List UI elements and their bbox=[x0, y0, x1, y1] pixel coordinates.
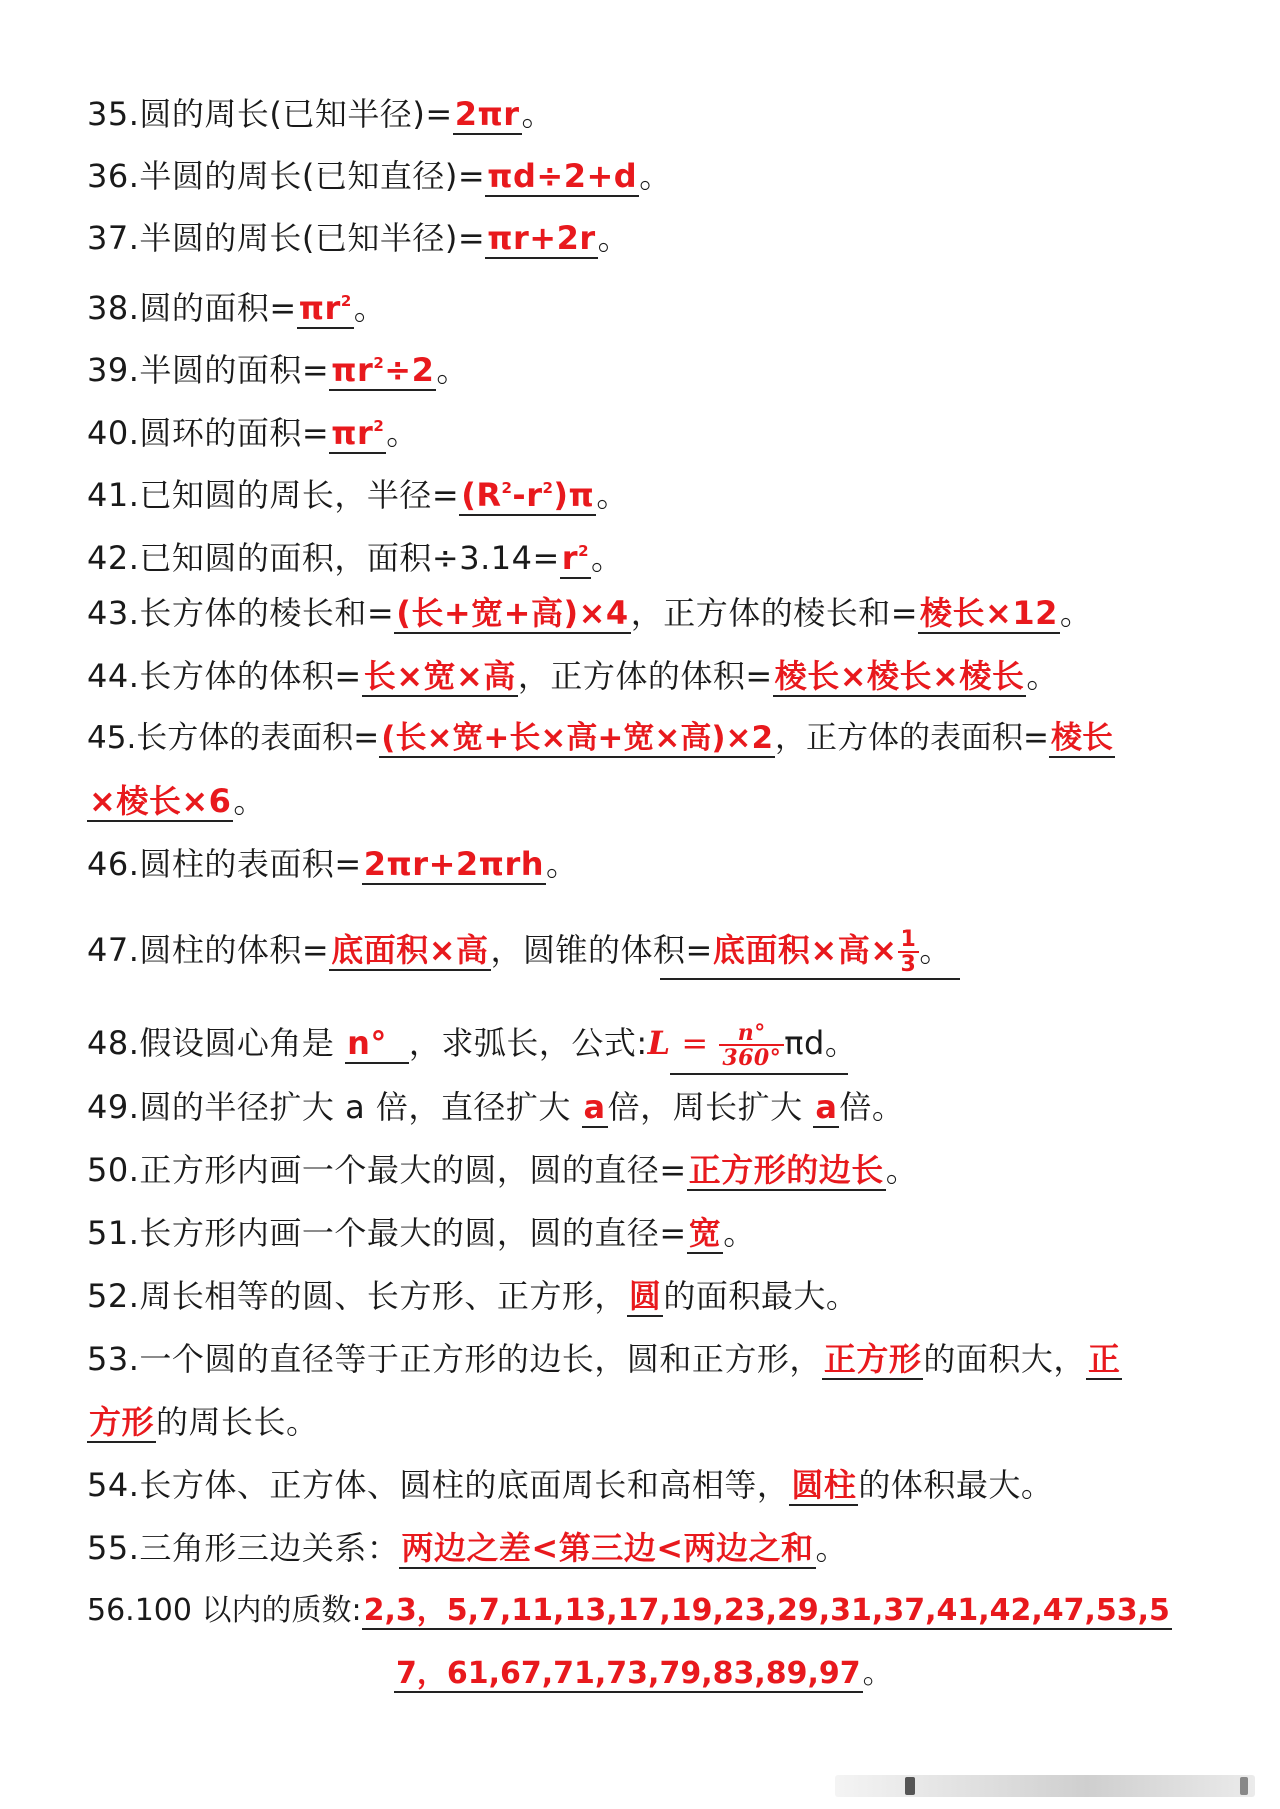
answer-text: ÷2 bbox=[384, 351, 435, 389]
fraction-one-third bbox=[898, 926, 920, 977]
fraction-denominator: 360° bbox=[719, 1044, 784, 1069]
line-text: 44.长方体的体积= bbox=[87, 657, 362, 695]
fraction-arc bbox=[719, 1019, 784, 1071]
answer: 棱长×12 bbox=[920, 594, 1058, 632]
answer-text: πr bbox=[331, 351, 374, 389]
answer: 圆柱 bbox=[791, 1466, 857, 1504]
answer: 两边之差<第三边<两边之和 bbox=[401, 1529, 814, 1567]
fraction-numerator: 1 bbox=[900, 926, 917, 952]
answer: a bbox=[815, 1088, 838, 1126]
line-text: 。 bbox=[597, 219, 631, 257]
formula-line-43 bbox=[87, 591, 1224, 635]
answer: 圆 bbox=[628, 1277, 662, 1315]
formula-line-53 bbox=[87, 1337, 1224, 1381]
line-text: ，正方体的表面积= bbox=[775, 720, 1050, 756]
answer-text: (R bbox=[461, 476, 502, 514]
answer: 正 bbox=[1087, 1340, 1121, 1378]
answer: 长×宽×高 bbox=[363, 657, 516, 695]
line-text: 。 bbox=[353, 289, 387, 327]
formula-line-42 bbox=[87, 529, 1224, 580]
formula-line-50 bbox=[87, 1148, 1224, 1192]
line-text: 。 bbox=[386, 414, 419, 452]
line-text: 49.圆的半径扩大 a 倍，直径扩大 bbox=[87, 1088, 571, 1126]
formula-line-44 bbox=[87, 654, 1224, 698]
line-text: 45.长方体的表面积= bbox=[87, 720, 380, 756]
superscript: 2 bbox=[373, 354, 385, 372]
fraction-denominator: 3 bbox=[898, 951, 920, 976]
line-text: 39.半圆的面积= bbox=[87, 351, 330, 389]
line-text: 51.长方形内画一个最大的圆，圆的直径= bbox=[87, 1214, 687, 1252]
formula-line-54 bbox=[87, 1463, 1224, 1507]
superscript: 2 bbox=[578, 542, 589, 560]
line-text: ，求弧长，公式: bbox=[408, 1024, 648, 1062]
answer: (长×宽+长×高+宽×高)×2 bbox=[381, 720, 774, 756]
answer bbox=[329, 351, 436, 391]
underline-rule bbox=[670, 1073, 848, 1075]
horizontal-scrollbar[interactable] bbox=[835, 1775, 1255, 1797]
formula-line-45-cont bbox=[87, 779, 1224, 823]
answer: 正方形 bbox=[823, 1340, 922, 1378]
answer: 正方形的边长 bbox=[688, 1151, 884, 1189]
line-text: 倍，周长扩大 bbox=[607, 1088, 803, 1126]
line-text: 。 bbox=[723, 1214, 756, 1252]
answer bbox=[560, 539, 591, 579]
answer bbox=[297, 289, 354, 329]
line-text: 。 bbox=[639, 157, 672, 195]
formula-line-39 bbox=[87, 341, 1224, 392]
line-text: 。 bbox=[1026, 657, 1059, 695]
formula-line-36 bbox=[87, 154, 1224, 198]
line-text: 38.圆的面积= bbox=[87, 289, 297, 327]
line-text: 47.圆柱的体积= bbox=[87, 931, 330, 969]
line-text: 的面积大， bbox=[923, 1340, 1086, 1378]
answer bbox=[459, 476, 596, 516]
formula-line-56 bbox=[87, 1589, 1224, 1633]
line-text: 52.周长相等的圆、长方形、正方形， bbox=[87, 1277, 627, 1315]
answer-text: r bbox=[561, 539, 579, 577]
formula-line-48 bbox=[87, 1014, 1224, 1072]
line-text: 倍。 bbox=[839, 1088, 905, 1126]
line-text: 的面积最大。 bbox=[663, 1277, 859, 1315]
formula-line-51 bbox=[87, 1211, 1224, 1255]
answer: (长+宽+高)×4 bbox=[396, 594, 629, 632]
answer: πd÷2+d bbox=[487, 157, 638, 195]
answer-text: πr bbox=[298, 289, 341, 327]
line-text: 46.圆柱的表面积= bbox=[87, 845, 362, 883]
answer: 棱长×棱长×棱长 bbox=[774, 657, 1025, 695]
formula-line-53-cont bbox=[87, 1400, 1224, 1444]
formula-line-55 bbox=[87, 1526, 1224, 1570]
formula-line-35 bbox=[87, 92, 1224, 136]
superscript: 2 bbox=[501, 479, 513, 497]
fraction-numerator: n° bbox=[737, 1019, 766, 1046]
answer: 2πr+2πrh bbox=[363, 845, 545, 883]
formula-line-47 bbox=[87, 922, 1224, 978]
line-text: 。 bbox=[233, 782, 266, 820]
line-text: 。 bbox=[596, 476, 629, 514]
formula-equals: = bbox=[681, 1024, 709, 1062]
formula-line-38 bbox=[87, 279, 1224, 330]
line-text: 36.半圆的周长(已知直径)= bbox=[87, 157, 486, 195]
answer: 棱长 bbox=[1051, 720, 1114, 756]
line-text: 。 bbox=[919, 931, 952, 969]
line-text: 。 bbox=[1059, 594, 1093, 632]
line-text: 55.三角形三边关系： bbox=[87, 1529, 400, 1567]
line-text: ，正方体的棱长和= bbox=[630, 594, 919, 632]
line-text: 54.长方体、正方体、圆柱的底面周长和高相等， bbox=[87, 1466, 790, 1504]
formula-line-49 bbox=[87, 1085, 1224, 1129]
answer: a bbox=[583, 1088, 606, 1126]
superscript: 2 bbox=[373, 417, 385, 435]
answer bbox=[329, 414, 386, 454]
line-text: 的体积最大。 bbox=[858, 1466, 1054, 1504]
line-text: 的周长长。 bbox=[156, 1403, 319, 1441]
line-text: ，圆锥的体积= bbox=[490, 931, 713, 969]
answer: 底面积×高 bbox=[331, 931, 489, 969]
line-text: 。 bbox=[521, 95, 555, 133]
answer: 7，61,67,71,73,79,83,89,97 bbox=[396, 1656, 861, 1691]
answer: 方形 bbox=[89, 1403, 155, 1441]
line-text: 。 bbox=[824, 1024, 858, 1062]
answer: 2πr bbox=[454, 95, 520, 133]
line-text: 。 bbox=[546, 845, 579, 883]
line-text: 53.一个圆的直径等于正方形的边长，圆和正方形， bbox=[87, 1340, 822, 1378]
line-text: 48.假设圆心角是 bbox=[87, 1024, 335, 1062]
line-text: 56.100 以内的质数: bbox=[87, 1593, 362, 1628]
answer-text: )π bbox=[553, 476, 595, 514]
answer: 宽 bbox=[688, 1214, 722, 1252]
answer-text: πr bbox=[331, 414, 374, 452]
line-text: 。 bbox=[436, 351, 469, 389]
scroll-thumb[interactable] bbox=[905, 1777, 915, 1795]
underline-rule bbox=[660, 978, 960, 980]
answer: n° bbox=[345, 1024, 409, 1064]
line-text: 41.已知圆的周长，半径= bbox=[87, 476, 460, 514]
line-text: ，正方体的体积= bbox=[517, 657, 773, 695]
answer: 2,3，5,7,11,13,17,19,23,29,31,37,41,42,47,53,5 bbox=[363, 1593, 1170, 1628]
line-text: 50.正方形内画一个最大的圆，圆的直径= bbox=[87, 1151, 687, 1189]
scroll-end-marker bbox=[1240, 1777, 1248, 1795]
superscript: 2 bbox=[340, 292, 352, 310]
answer-text: -r bbox=[512, 476, 543, 514]
formula-line-41 bbox=[87, 466, 1224, 517]
answer: 底面积×高× bbox=[712, 931, 898, 969]
formula-line-46 bbox=[87, 842, 1224, 886]
line-text: 。 bbox=[885, 1151, 919, 1189]
superscript: 2 bbox=[542, 479, 554, 497]
formula-line-52 bbox=[87, 1274, 1224, 1318]
line-text: 。 bbox=[591, 539, 624, 577]
line-text: 。 bbox=[815, 1529, 849, 1567]
line-text: 40.圆环的面积= bbox=[87, 414, 330, 452]
formula-line-37 bbox=[87, 216, 1224, 260]
line-text: 37.半圆的周长(已知半径)= bbox=[87, 219, 486, 257]
answer: πr+2r bbox=[487, 219, 596, 257]
formula-line-45 bbox=[87, 716, 1224, 760]
line-text: πd bbox=[784, 1024, 825, 1062]
formula-variable: L bbox=[647, 1024, 671, 1062]
answer: ×棱长×6 bbox=[89, 782, 232, 820]
line-text: 43.长方体的棱长和= bbox=[87, 594, 395, 632]
line-text: 42.已知圆的面积，面积÷3.14= bbox=[87, 539, 560, 577]
line-text: 35.圆的周长(已知半径)= bbox=[87, 95, 453, 133]
formula-line-40 bbox=[87, 404, 1224, 455]
formula-line-56-cont bbox=[394, 1652, 1224, 1696]
line-text: 。 bbox=[862, 1656, 893, 1691]
